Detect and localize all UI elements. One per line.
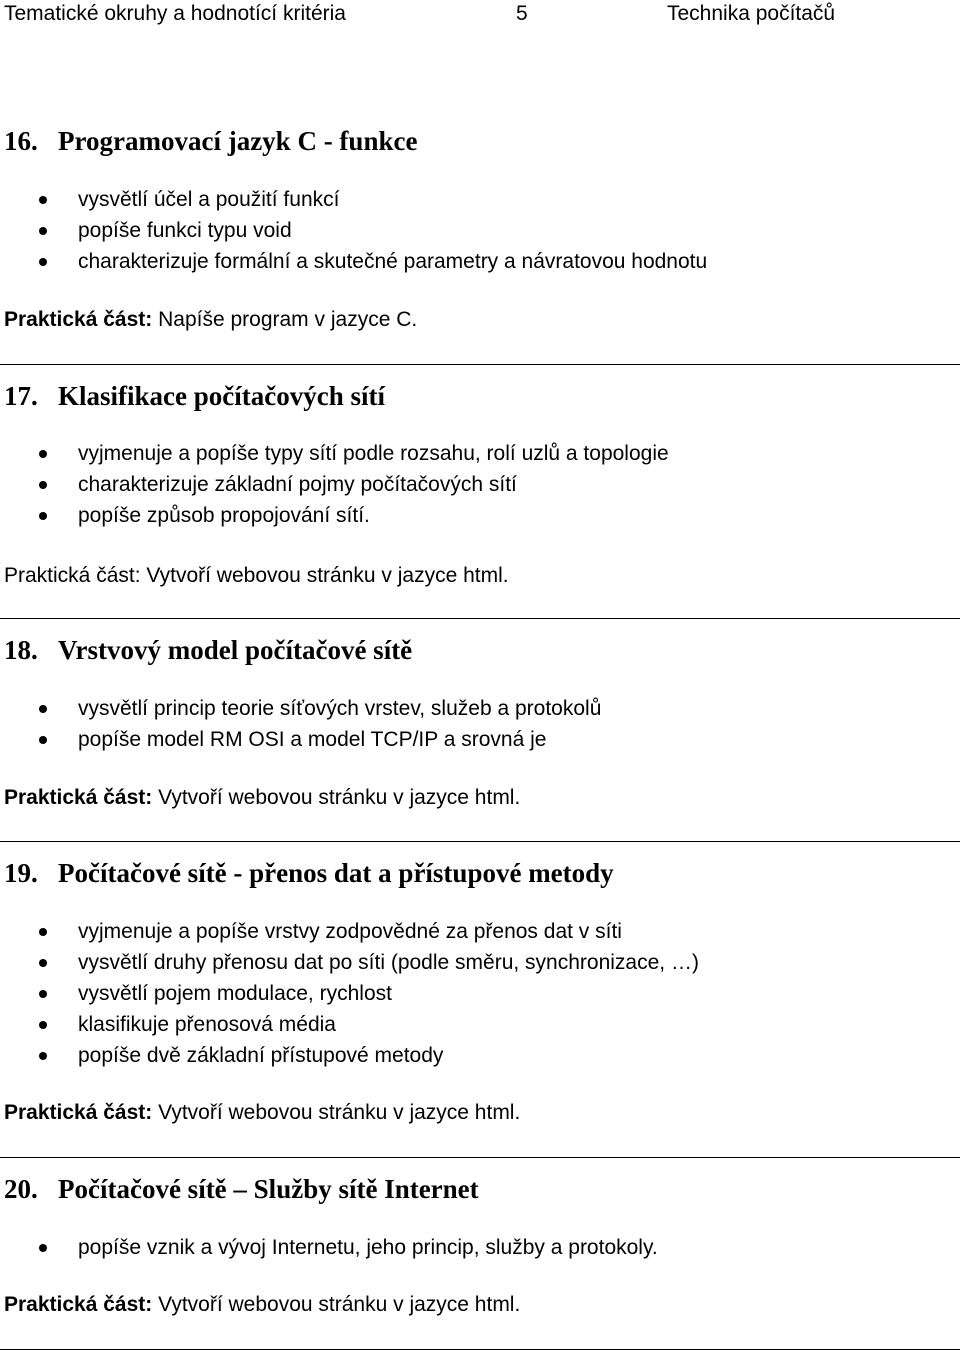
practical-label: Praktická část: [4, 564, 141, 587]
list-item-text: charakterizuje základní pojmy počítačových sítí [78, 473, 517, 496]
bullet-icon [39, 705, 47, 713]
list-item [0, 693, 601, 724]
list-item-text: vysvětlí pojem modulace, rychlost [78, 982, 392, 1005]
list-item-text: popíše způsob propojování sítí. [78, 504, 370, 527]
list-item-text: popíše vznik a vývoj Internetu, jeho princip, služby a protokoly. [78, 1236, 658, 1259]
practical-part [4, 1098, 520, 1128]
list-item [0, 500, 669, 531]
list-item [0, 1009, 699, 1040]
list-item [0, 215, 707, 246]
list-item-text: charakterizuje formální a skutečné parametry a návratovou hodnotu [78, 250, 708, 273]
practical-text: Vytvoří webovou stránku v jazyce html. [146, 564, 509, 587]
practical-part [4, 561, 509, 591]
bullet-icon [39, 258, 47, 266]
practical-label: Praktická část: [4, 786, 153, 809]
practical-part [4, 783, 520, 813]
bullet-icon [39, 990, 47, 998]
list-item [0, 1040, 699, 1071]
bullet-icon [39, 196, 47, 204]
section-number: 18. [4, 635, 38, 665]
section-heading: Klasifikace počítačových sítí [58, 381, 385, 411]
list-item-text: vyjmenuje a popíše vrstvy zodpovědné za přenos dat v síti [78, 920, 622, 943]
criteria-list [0, 1232, 658, 1263]
practical-part [4, 305, 417, 335]
section-divider [0, 364, 960, 365]
criteria-list [0, 916, 699, 1071]
bullet-icon [39, 1021, 47, 1029]
list-item-text: popíše model RM OSI a model TCP/IP a srovná je [78, 728, 547, 751]
list-item [0, 246, 707, 277]
section-title [4, 856, 614, 890]
list-item [0, 184, 707, 215]
practical-text: Vytvoří webovou stránku v jazyce html. [158, 786, 521, 809]
bullet-icon [39, 227, 47, 235]
list-item-text: vyjmenuje a popíše typy sítí podle rozsahu, rolí uzlů a topologie [78, 442, 669, 465]
list-item-text: klasifikuje přenosová média [78, 1013, 336, 1036]
section-title [4, 124, 417, 158]
practical-label: Praktická část: [4, 308, 153, 331]
list-item-text: vysvětlí druhy přenosu dat po síti (podle směru, synchronizace, …) [78, 951, 699, 974]
section-title [4, 633, 412, 667]
header-subject: Technika počítačů [667, 2, 836, 25]
bullet-icon [39, 736, 47, 744]
bullet-icon [39, 959, 47, 967]
list-item [0, 1232, 658, 1263]
list-item-text: vysvětlí princip teorie síťových vrstev, služeb a protokolů [78, 697, 602, 720]
list-item [0, 916, 699, 947]
list-item-text: popíše funkci typu void [78, 219, 292, 242]
list-item [0, 438, 669, 469]
list-item-text: popíše dvě základní přístupové metody [78, 1044, 444, 1067]
practical-text: Napíše program v jazyce C. [158, 308, 418, 331]
section-heading: Počítačové sítě - přenos dat a přístupové metody [58, 858, 614, 888]
section-number: 19. [4, 858, 38, 888]
header-page-number: 5 [516, 2, 528, 25]
section-heading: Počítačové sítě – Služby sítě Internet [58, 1174, 479, 1204]
bullet-icon [39, 1052, 47, 1060]
practical-text: Vytvoří webovou stránku v jazyce html. [158, 1101, 521, 1124]
practical-label: Praktická část: [4, 1101, 153, 1124]
section-number: 20. [4, 1174, 38, 1204]
page-header [0, 0, 960, 30]
bullet-icon [39, 512, 47, 520]
bullet-icon [39, 481, 47, 489]
section-title [4, 1172, 479, 1206]
section-divider [0, 841, 960, 842]
section-title [4, 379, 385, 413]
criteria-list [0, 693, 601, 755]
section-number: 17. [4, 381, 38, 411]
section-divider [0, 1349, 960, 1350]
list-item [0, 469, 669, 500]
section-divider [0, 1157, 960, 1158]
section-number: 16. [4, 126, 38, 156]
criteria-list [0, 184, 707, 277]
criteria-list [0, 438, 669, 531]
list-item [0, 724, 601, 755]
list-item [0, 978, 699, 1009]
practical-label: Praktická část: [4, 1293, 153, 1316]
list-item-text: vysvětlí účel a použití funkcí [78, 188, 340, 211]
header-document-title: Tematické okruhy a hodnotící kritéria [4, 2, 346, 25]
bullet-icon [39, 928, 47, 936]
practical-part [4, 1290, 520, 1320]
section-heading: Vrstvový model počítačové sítě [58, 635, 413, 665]
section-heading: Programovací jazyk C - funkce [58, 126, 418, 156]
list-item [0, 947, 699, 978]
bullet-icon [39, 1244, 47, 1252]
bullet-icon [39, 450, 47, 458]
practical-text: Vytvoří webovou stránku v jazyce html. [158, 1293, 521, 1316]
section-divider [0, 618, 960, 619]
